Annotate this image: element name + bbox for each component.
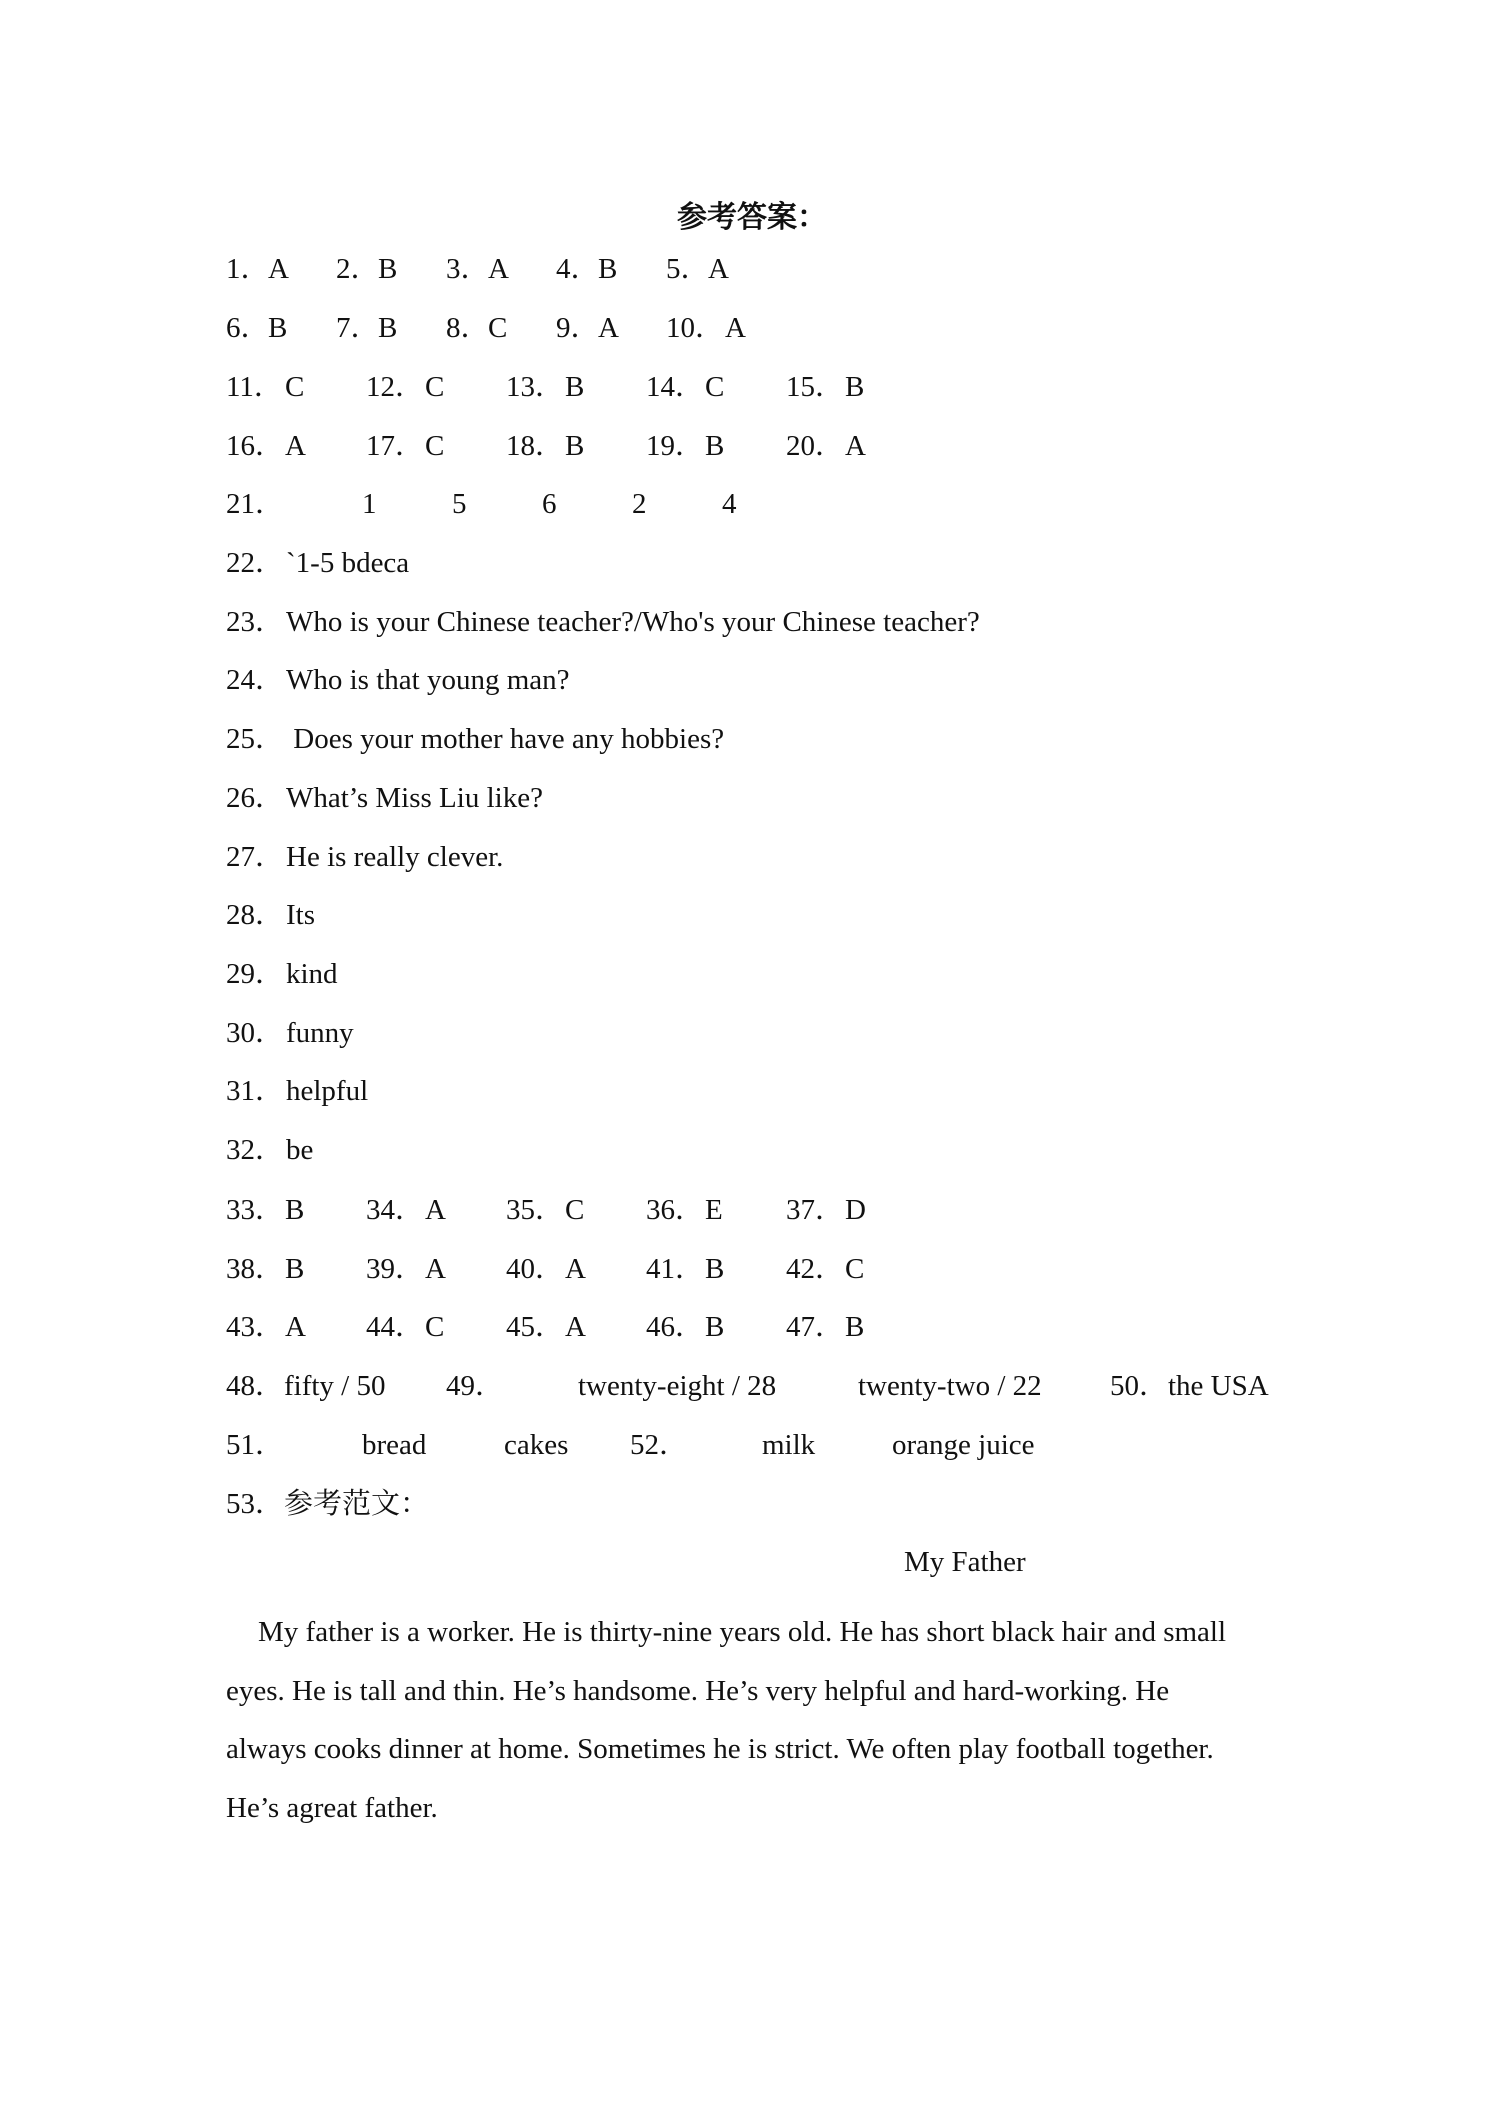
page-title: 参考答案： bbox=[677, 200, 827, 235]
answer-text: He is really clever. bbox=[286, 840, 504, 873]
question-number: 34． bbox=[366, 1194, 425, 1226]
question-number: 22． bbox=[226, 547, 285, 579]
question-number: 35． bbox=[506, 1194, 565, 1226]
answer-letter: A bbox=[425, 1194, 446, 1226]
question-number: 25． bbox=[226, 723, 285, 756]
q50-answer: 50．the USA bbox=[1110, 1370, 1269, 1402]
q51-answer-1: bread bbox=[362, 1429, 427, 1461]
question-number: 2． bbox=[336, 253, 380, 285]
answer-text: helpful bbox=[286, 1075, 369, 1108]
answer-letter: B bbox=[845, 371, 865, 403]
answer-letter: C bbox=[488, 312, 508, 344]
question-number: 6． bbox=[226, 312, 270, 344]
answer-text: funny bbox=[286, 1016, 354, 1049]
q48-answer: 48．fifty / 50 bbox=[226, 1370, 386, 1402]
question-number: 10． bbox=[666, 312, 725, 344]
q53-label: 53．参考范文： bbox=[226, 1488, 430, 1520]
answer-letter: A bbox=[565, 1311, 586, 1344]
question-number: 12． bbox=[366, 371, 425, 403]
answer-letter: B bbox=[565, 430, 585, 462]
question-number: 8． bbox=[446, 312, 490, 344]
answer-letter: C bbox=[425, 1311, 445, 1344]
answer-letter: A bbox=[488, 253, 509, 285]
question-number: 23． bbox=[226, 605, 285, 638]
question-number: 31． bbox=[226, 1075, 285, 1108]
answer-text: Who is your Chinese teacher?/Who's your Chinese teacher? bbox=[286, 605, 980, 638]
answer-letter: C bbox=[425, 371, 445, 403]
q52-number: 52． bbox=[630, 1429, 689, 1461]
question-number: 13． bbox=[506, 371, 565, 403]
essay-line: He’s agreat father. bbox=[226, 1791, 438, 1824]
answer-letter: B bbox=[705, 430, 725, 462]
question-number: 27． bbox=[226, 840, 285, 873]
answer-letter: A bbox=[425, 1252, 446, 1285]
q21-value: 5 bbox=[452, 488, 467, 520]
question-number: 33． bbox=[226, 1194, 285, 1226]
answer-letter: B bbox=[705, 1311, 725, 1344]
question-number: 5． bbox=[666, 253, 710, 285]
question-number: 4． bbox=[556, 253, 600, 285]
answer-text: Its bbox=[286, 899, 315, 932]
answer-letter: B bbox=[705, 1252, 725, 1285]
answer-letter: A bbox=[285, 430, 306, 462]
answer-text: What’s Miss Liu like? bbox=[286, 781, 543, 814]
answer-letter: B bbox=[268, 312, 288, 344]
answer-text: kind bbox=[286, 957, 338, 990]
answer-text: Who is that young man? bbox=[286, 664, 570, 697]
answer-letter: C bbox=[845, 1252, 865, 1285]
answer-letter: B bbox=[565, 371, 585, 403]
answer-letter: A bbox=[845, 430, 866, 462]
answer-letter: C bbox=[425, 430, 445, 462]
answer-letter: B bbox=[598, 253, 618, 285]
question-number: 46． bbox=[646, 1311, 705, 1344]
q51-number: 51． bbox=[226, 1429, 285, 1461]
question-number: 26． bbox=[226, 781, 285, 814]
q51-answer-2: cakes bbox=[504, 1429, 569, 1461]
answer-letter: A bbox=[268, 253, 289, 285]
q21-value: 6 bbox=[542, 488, 557, 520]
question-number: 37． bbox=[786, 1194, 845, 1226]
answer-letter: A bbox=[285, 1311, 306, 1344]
essay-line: My father is a worker. He is thirty-nine years old. He has short black hair and small bbox=[258, 1616, 1227, 1648]
question-number: 44． bbox=[366, 1311, 425, 1344]
question-number: 32． bbox=[226, 1134, 285, 1166]
answer-letter: A bbox=[725, 312, 746, 344]
question-number: 29． bbox=[226, 957, 285, 990]
question-number: 43． bbox=[226, 1311, 285, 1344]
answer-letter: B bbox=[845, 1311, 865, 1344]
answer-letter: B bbox=[285, 1194, 305, 1226]
question-number: 41． bbox=[646, 1252, 705, 1285]
question-number: 30． bbox=[226, 1016, 285, 1049]
answer-letter: B bbox=[285, 1252, 305, 1285]
essay-body bbox=[226, 1603, 1276, 1837]
q21-value: 2 bbox=[632, 488, 647, 520]
q21-value: 4 bbox=[722, 488, 737, 520]
q49-answer-2: twenty-two / 22 bbox=[858, 1370, 1042, 1402]
answer-letter: C bbox=[565, 1194, 585, 1226]
essay-line: eyes. He is tall and thin. He’s handsome. He’s very helpful and hard-working. He bbox=[226, 1674, 1170, 1707]
question-number: 3． bbox=[446, 253, 490, 285]
question-number: 14． bbox=[646, 371, 705, 403]
essay-line: always cooks dinner at home. Sometimes he is strict. We often play football together. bbox=[226, 1733, 1214, 1765]
answer-text: `1-5 bdeca bbox=[286, 547, 410, 579]
question-number: 11． bbox=[226, 371, 283, 403]
q49-answer-1: twenty-eight / 28 bbox=[578, 1370, 777, 1402]
answer-letter: B bbox=[378, 312, 398, 344]
question-number: 15． bbox=[786, 371, 845, 403]
answer-letter: A bbox=[565, 1252, 586, 1285]
answer-letter: E bbox=[705, 1194, 723, 1226]
question-number: 47． bbox=[786, 1311, 845, 1344]
q21-number: 21． bbox=[226, 488, 285, 520]
question-number: 20． bbox=[786, 430, 845, 462]
question-number: 24． bbox=[226, 664, 285, 697]
question-number: 40． bbox=[506, 1252, 565, 1285]
answer-letter: A bbox=[708, 253, 729, 285]
essay-title: My Father bbox=[904, 1546, 1026, 1578]
answer-letter: B bbox=[378, 253, 398, 285]
question-number: 18． bbox=[506, 430, 565, 462]
question-number: 36． bbox=[646, 1194, 705, 1226]
question-number: 7． bbox=[336, 312, 380, 344]
question-number: 19． bbox=[646, 430, 705, 462]
question-number: 39． bbox=[366, 1252, 425, 1285]
q52-answer-2: orange juice bbox=[892, 1429, 1035, 1461]
answer-text: be bbox=[286, 1134, 314, 1166]
answer-letter: C bbox=[285, 371, 305, 403]
question-number: 45． bbox=[506, 1311, 565, 1344]
answer-letter: D bbox=[845, 1194, 866, 1226]
q21-value: 1 bbox=[362, 488, 377, 520]
question-number: 38． bbox=[226, 1252, 285, 1285]
question-number: 42． bbox=[786, 1252, 845, 1285]
question-number: 1． bbox=[226, 253, 270, 285]
answer-letter: A bbox=[598, 312, 619, 344]
answer-letter: C bbox=[705, 371, 725, 403]
question-number: 28． bbox=[226, 899, 285, 932]
q52-answer-1: milk bbox=[762, 1429, 816, 1461]
answer-text: Does your mother have any hobbies? bbox=[286, 723, 725, 756]
question-number: 17． bbox=[366, 430, 425, 462]
question-number: 9． bbox=[556, 312, 600, 344]
q49-number: 49． bbox=[446, 1370, 505, 1402]
question-number: 16． bbox=[226, 430, 285, 462]
